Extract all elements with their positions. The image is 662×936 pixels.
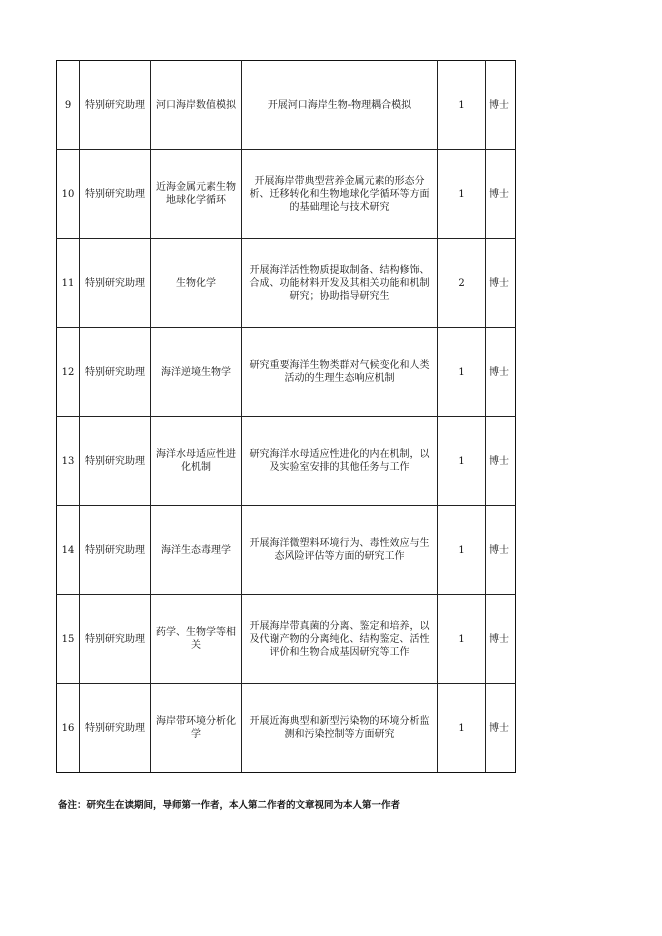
- position-title: 特别研究助理: [80, 684, 151, 773]
- research-field: 海岸带环境分析化学: [151, 684, 242, 773]
- degree-requirement: 博士: [486, 506, 516, 595]
- job-duty: 开展近海典型和新型污染物的环境分析监测和污染控制等方面研究: [242, 684, 438, 773]
- job-duty: 开展海岸带典型营养金属元素的形态分析、迁移转化和生物地球化学循环等方面的基础理论与技术研究: [242, 150, 438, 239]
- table-row: [57, 61, 516, 150]
- research-field: 海洋水母适应性进化机制: [151, 417, 242, 506]
- headcount: 1: [438, 684, 486, 773]
- table-row: [57, 239, 516, 328]
- degree-requirement: 博士: [486, 595, 516, 684]
- headcount: 2: [438, 239, 486, 328]
- table-row: [57, 506, 516, 595]
- job-duty: 开展河口海岸生物-物理耦合模拟: [242, 61, 438, 150]
- headcount: 1: [438, 506, 486, 595]
- headcount: 1: [438, 417, 486, 506]
- row-index: 16: [57, 684, 80, 773]
- positions-table-body: [57, 61, 516, 773]
- headcount: 1: [438, 150, 486, 239]
- degree-requirement: 博士: [486, 684, 516, 773]
- table-row: [57, 417, 516, 506]
- degree-requirement: 博士: [486, 417, 516, 506]
- research-field: 药学、生物学等相关: [151, 595, 242, 684]
- positions-table: [56, 60, 516, 773]
- row-index: 12: [57, 328, 80, 417]
- position-title: 特别研究助理: [80, 506, 151, 595]
- footnote-remark: 备注：研究生在读期间，导师第一作者，本人第二作者的文章视同为本人第一作者: [58, 800, 401, 811]
- research-field: 海洋逆境生物学: [151, 328, 242, 417]
- row-index: 13: [57, 417, 80, 506]
- position-title: 特别研究助理: [80, 239, 151, 328]
- position-title: 特别研究助理: [80, 595, 151, 684]
- job-duty: 研究海洋水母适应性进化的内在机制，以及实验室安排的其他任务与工作: [242, 417, 438, 506]
- position-title: 特别研究助理: [80, 328, 151, 417]
- research-field: 河口海岸数值模拟: [151, 61, 242, 150]
- position-title: 特别研究助理: [80, 61, 151, 150]
- job-duty: 开展海洋微塑料环境行为、毒性效应与生态风险评估等方面的研究工作: [242, 506, 438, 595]
- position-title: 特别研究助理: [80, 417, 151, 506]
- job-duty: 研究重要海洋生物类群对气候变化和人类活动的生理生态响应机制: [242, 328, 438, 417]
- row-index: 15: [57, 595, 80, 684]
- row-index: 11: [57, 239, 80, 328]
- headcount: 1: [438, 595, 486, 684]
- research-field: 生物化学: [151, 239, 242, 328]
- row-index: 14: [57, 506, 80, 595]
- table-row: [57, 150, 516, 239]
- row-index: 10: [57, 150, 80, 239]
- job-duty: 开展海岸带真菌的分离、鉴定和培养，以及代谢产物的分离纯化、结构鉴定、活性评价和生物合成基因研究等工作: [242, 595, 438, 684]
- degree-requirement: 博士: [486, 150, 516, 239]
- table-row: [57, 684, 516, 773]
- research-field: 海洋生态毒理学: [151, 506, 242, 595]
- table-row: [57, 328, 516, 417]
- degree-requirement: 博士: [486, 239, 516, 328]
- research-field: 近海金属元素生物地球化学循环: [151, 150, 242, 239]
- headcount: 1: [438, 328, 486, 417]
- position-title: 特别研究助理: [80, 150, 151, 239]
- degree-requirement: 博士: [486, 328, 516, 417]
- row-index: 9: [57, 61, 80, 150]
- headcount: 1: [438, 61, 486, 150]
- job-duty: 开展海洋活性物质提取制备、结构修饰、合成、功能材料开发及其相关功能和机制研究；协助指导研究生: [242, 239, 438, 328]
- degree-requirement: 博士: [486, 61, 516, 150]
- table-row: [57, 595, 516, 684]
